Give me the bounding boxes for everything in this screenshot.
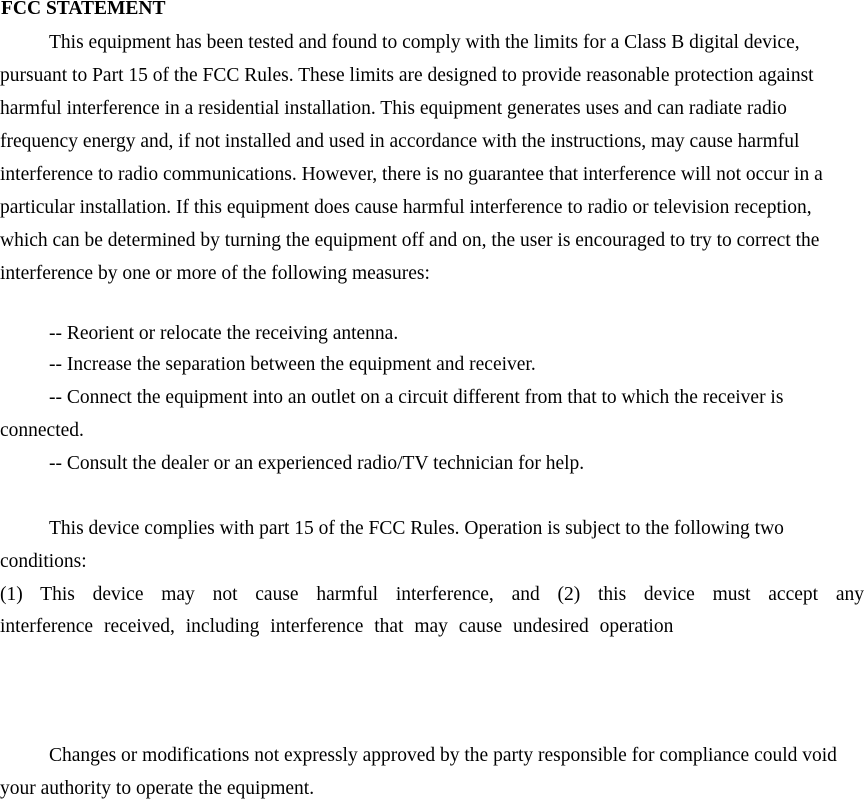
- document-title: FCC STATEMENT: [1, 0, 166, 19]
- measure-item-outlet: -- Connect the equipment into an outlet on a circuit different from that to which the receiver is connected.: [0, 387, 784, 441]
- measure-item-consult: -- Consult the dealer or an experienced radio/TV technician for help.: [49, 453, 585, 474]
- measure-item-reorient: -- Reorient or relocate the receiving antenna.: [49, 323, 399, 344]
- conditions-line-2: interference received, including interference that may cause undesired operation: [0, 616, 674, 637]
- compliance-paragraph: This device complies with part 15 of the FCC Rules. Operation is subject to the following two conditions:: [0, 518, 784, 572]
- measure-item-separation: -- Increase the separation between the equipment and receiver.: [49, 354, 536, 375]
- changes-paragraph: Changes or modifications not expressly approved by the party responsible for compliance could void your authority to operate the equipment.: [0, 745, 837, 799]
- intro-paragraph: This equipment has been tested and found to comply with the limits for a Class B digital device, pursuant to Part 15 of the FCC Rules. These limits are designed to provide reasonable protection against harmful interference in a residential installation. This equipment generates uses and can radiate radio frequency energy and, if not installed and used in accordance with the instructions, may cause harmful interference to radio communications. However, there is no guarantee that interference will not occur in a particular installation. If this equipment does cause harmful interference to radio or television reception, which can be determined by turning the equipment off and on, the user is encouraged to try to correct the interference by one or more of the following measures:: [0, 32, 823, 284]
- conditions-line-1: (1) This device may not cause harmful interference, and (2) this device must accept any: [0, 584, 864, 605]
